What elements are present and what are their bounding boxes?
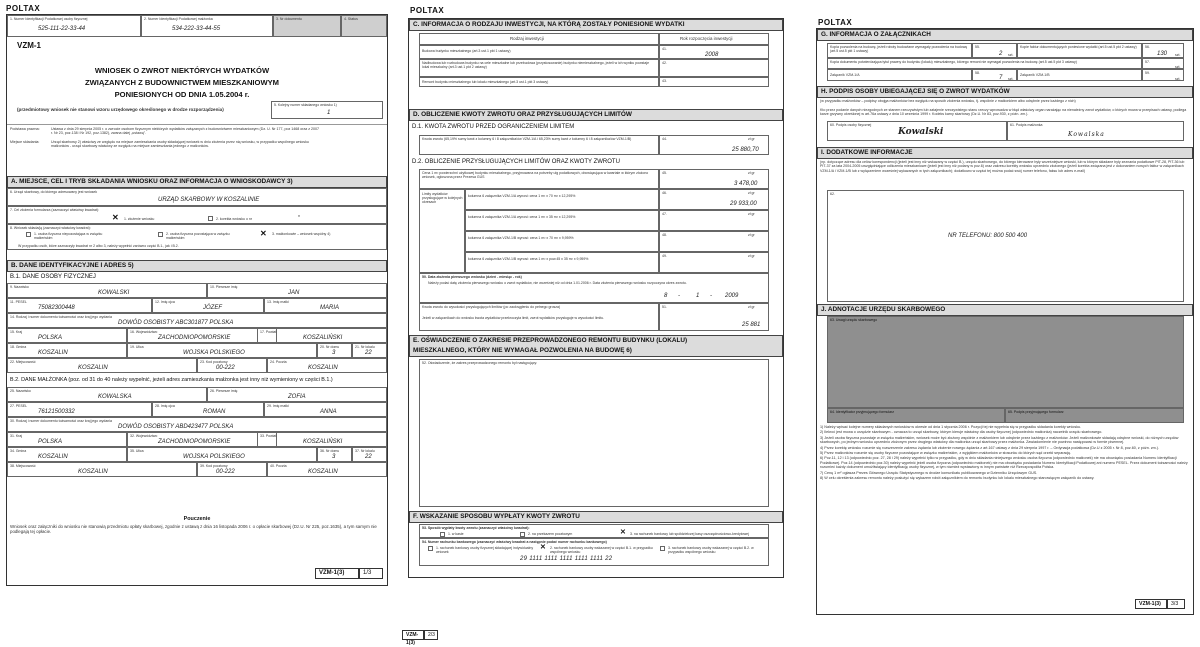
applicant-signature: Kowalski (898, 127, 944, 137)
page-1-sheet (6, 14, 388, 586)
footnote-4: 4) Przez korektę wniosku rozumie się rozszerzenie zakresu żądania lub złożenie nowego żądania z art.167 ustawy z dnia 29 sierpnia 1997 r. – Ordynacja podatkowa (Dz.U z 2005 r. Nr 8, poz.60, z późn. zm.). (820, 445, 1160, 450)
attachment-57-field[interactable]: 57. szt. (1142, 58, 1184, 69)
investment-2-year-field[interactable]: 42. (659, 59, 769, 77)
purpose-option-1-checked[interactable]: ✕ (112, 213, 119, 222)
additional-info-field[interactable]: 62. NR TELEFONU: 800 500 400 (827, 190, 1184, 302)
footer-page-number: 3/3 (1167, 599, 1185, 609)
title-line-2: ZWIĄZANYCH Z BUDOWNICTWEM MIESZKANIOWYM (84, 78, 280, 87)
additional-info-note: (np. dotyczące adresu dla celów korespondencji (jeżeli jest inny niż wskazany w części B.), urzędu skarbowego, do którego kierowane były wcześniejsze wnioski, lub w którym składane były zeznania podatkowe PIT-28, PIT-36 lub PIT-37 za lata 2004-2005 uwzględniające odliczenia mieszkaniowe (jeżeli jest inny niż podany w poz.6) oraz zakresu korekty wniosku uprzednio złożonego (jeżeli korekta związana jest z dokonaniem nowych faktur w załącznikach VZM-1/A i VZM-1/B lub z wyłączeniem wcześniej wykazanych w tych załącznikach); dodatkowo w części tej można podać swój numer telefonu, faksu lub adres e-mail) (820, 160, 1185, 173)
applicant-type-3-checked[interactable]: ✕ (260, 229, 267, 238)
p1-province-field[interactable]: 16. Województwo ZACHODNIOPOMORSKIE (127, 328, 277, 343)
p2-id-document-field[interactable]: 30. Rodzaj i numer dokumentu tożsamości oraz kraj jego wydania DOWÓD OSOBISTY ABD423477 POLSKA (7, 417, 387, 432)
section-a-header: A. MIEJSCE, CEL I TRYB SKŁADANIA WNIOSKU ORAZ INFORMACJA O WNIOSKODAWCY 3) (7, 176, 387, 188)
spouse-signature-field[interactable]: 61. Podpis małżonka Kowalska (1007, 121, 1184, 141)
form-code: VZM-1 (17, 41, 41, 50)
section-j-header: J. ADNOTACJE URZĘDU SKARBOWEGO (817, 304, 1193, 316)
footer-page-number: 1/3 (359, 568, 383, 579)
section-c-header: C. INFORMACJA O RODZAJU INWESTYCJI, NA KTÓRĄ ZOSTAŁY PONIESIONE WYDATKI (409, 19, 783, 31)
p2-province-field[interactable]: 32. Województwo ZACHODNIOPOMORSKIE (127, 432, 277, 447)
p1-commune-field[interactable]: 18. Gmina KOSZALIN (7, 343, 127, 358)
payout-postal-checkbox[interactable] (520, 532, 525, 537)
p2-commune-field[interactable]: 34. Gmina KOSZALIN (7, 447, 127, 462)
footnote-2: 2) Ilekroć jest mowa o urzędzie skarbowym - oznacza to urząd skarbowy, którym kieruje właściwy dla osoby fizycznej (odpowiednio małżonka) naczelnik urzędu skarbowego. (820, 430, 1103, 435)
p2-mother-field[interactable]: 29. Imię matki ANNA (264, 402, 387, 417)
account-type-2-checked[interactable]: ✕ (540, 544, 546, 551)
limit-49-field[interactable]: 49. zł gr (659, 252, 769, 273)
submission-place-text: Urząd skarbowy 2) właściwy ze względu na miejsce zamieszkania osoby składającej wniosek w dniu złożenia przez nią wniosku, w przypadku wspólnego wniosku małżonków - urząd skarbowy właściwy ze względu na miejsce zamieszkania jednego z małżonków. (51, 140, 309, 149)
p2-house-field[interactable]: 36. Nr domu 3 (317, 447, 352, 462)
applicant-signature-field[interactable]: 60. Podpis osoby fizycznej Kowalski (827, 121, 1007, 141)
renovation-scope-field[interactable]: 52. Oświadczenie, że zakres przeprowadzonego remontu był następujący: (419, 359, 769, 507)
poltax-brand: POLTAX (818, 18, 853, 27)
p1-city-field[interactable]: 22. Miejscowość KOSZALIN (7, 358, 197, 373)
section-d1-title: D.1. KWOTA ZWROTU PRZED OGRANICZENIEM LIMITEM (412, 124, 575, 130)
p2-street-field[interactable]: 35. Ulica WOJSKA POLSKIEGO (127, 447, 317, 462)
p1-name-field[interactable]: 10. Pierwsze imię JAN (207, 283, 387, 298)
investment-type-header: Rodzaj inwestycji (419, 33, 659, 45)
refund-amount-field[interactable]: 44. zł gr 25 880,70 (659, 135, 769, 155)
section-d-header: D. OBLICZENIE KWOTY ZWROTU ORAZ PRZYSŁUGUJĄCYCH LIMITÓW (409, 109, 783, 121)
page-2-sheet: C. INFORMACJA O RODZAJU INWESTYCJI, NA KTÓRĄ ZOSTAŁY PONIESIONE WYDATKI Rodzaj inwestycji Rok rozpoczęcia inwestycji Budowa budynku mieszkalnego (art.3 ust.1 pkt 1 ustawy) 41. 2008 Nadbudowa lub rozbudowa budynku na cele mieszkalne lub przebudowa (przystosowanie) budynku niemieszkalnego, jeżeli w ich wyniku powstaje lokal mieszkalny (art.3 ust.1 pkt 2 ustawy) 42. Remont budynku mieszkalnego lub lokalu mieszkalnego (art.3 ust.1 pkt 3 ustawy) 43. D. OBLICZENIE KWOTY ZWROTU ORAZ PRZYSŁUGUJĄCYCH LIMITÓW D.1. KWOTA ZWROTU PRZED OGRANICZENIEM LIMITEM Kwota zwrotu (65,19% sumy kwot z kolumny 6 i 8 załącznika/ów VZM-1/A i 65,23% sumy kwot z kolumny 6 i 8 załącznika/ów VZM-1/B) 44. zł gr 25 880,70 D.2. OBLICZENIE PRZYSŁUGUJĄCYCH LIMITÓW ORAZ KWOTY ZWROTU Cena 1 m² powierzchni użytkowej budynku mieszkalnego, przyjmowana na potrzeby ulg podatkowych, obowiązująca w kwartale w którym złożono wniosek, ogłoszona przez Prezesa GUS 45. zł gr 3 478,00 Limity wydatków przysługujące w kolejnych okresach kolumna 6 załącznika VZM-1/A wynosi: cena 1 m² x 70 m² x 12,295% 46. zł gr 29 933,00 kolumna 6 załącznika VZM-1/A wynosi: cena 1 m² x 35 m² x 12,295% 47. zł gr kolumna 6 załącznika VZM-1/B wynosi: cena 1 m² x 70 m² x 9,959% 48. zł gr kolumna 6 załącznika VZM-1/B wynosi: cena 1 m² x pow.45 x 35 m² x 9,959% 49. zł gr 50. Data złożenia pierwszego wniosku (dzień - miesiąc - rok) Należy podać datę złożenia pierwszego wniosku o zwrot wydatków, nie wcześniej niż od dnia 1.01.2006 r. Data złożenia pierwszego wniosku rozpoczyna okres zwrotu. 8 - 1 - 2009 Kwota zwrotu do wysokości przysługujących limitów (po zaokrągleniu do pełnego grosza) Jeżeli w załącznikach do wniosku kwota wydatków przekroczyła limit, zwrot wydatków przysługuje w wysokości limitu. 51. zł gr 25 881 E. OŚWIADCZENIE O ZAKRESIE PRZEPROWADZONEGO REMONTU BUDYNKU (LOKALU) MIESZKALNEGO, KTÓRY NIE WYMAGAŁ POZWOLENIA NA BUDOWĘ 6) 52. Oświadczenie, że zakres przeprowadzonego remontu był następujący: F. WSKAZANIE SPOSOBU WYPŁATY KWOTY ZWROTU 53. Sposób wypłaty kwoty zwrotu (zaznaczyć właściwy kwadrat): 1. w kasie 2. na przekazem pocztowym ✕ 3. na rachunek bankowy lub spółdzielczej kasy oszczędnościowo-kredytowej 54. Numer rachunku bankowego (zaznaczyć właściwy kwadrat a następnie podać numer rachunku bankowego) 1. rachunek bankowy osoby fizycznej składającej indywidualny wniosek ✕ 2. rachunek bankowy osoby wskazanej w części B.1. w przypadku wspólnego wniosku 3. rachunek bankowy osoby wskazanej w części B.2. w przypadku wspólnego wniosku 29 1111 1111 1111 1111 1111 22 (408, 18, 784, 578)
footnotes (820, 425, 1190, 480)
p1-house-field[interactable]: 20. Nr domu 3 (317, 343, 352, 358)
receiver-signature-field: 65. Podpis przyjmującego formularz (1005, 408, 1184, 423)
footer-form-code: VZM-1(3) (315, 568, 359, 579)
receiver-id-field: 64. Identyfikator przyjmującego formularz (827, 408, 1005, 423)
title-line-1: WNIOSEK O ZWROT NIEKTÓRYCH WYDATKÓW (94, 66, 270, 75)
legal-basis-text: Ustawa z dnia 29 sierpnia 2005 r. o zwrocie osobom fizycznym niektórych wydatków związanych z budownictwem mieszkaniowym (Dz. U. Nr 177, poz 1468 oraz z 2007 r. Nr 23, poz.138 i Nr 192, poz.1382), zwana dalej „ustawą”. (51, 127, 320, 136)
investment-3-year-field[interactable]: 43. (659, 77, 769, 87)
section-d2-title: D.2. OBLICZENIE PRZYSŁUGUJĄCYCH LIMITÓW ORAZ KWOTY ZWROTU (412, 159, 620, 165)
section-g-header: G. INFORMACJA O ZAŁĄCZNIKACH (817, 29, 1193, 41)
footer-form-code: VZM-1(3) (402, 630, 424, 640)
p1-pesel-field[interactable]: 11. PESEL 75082300448 (7, 298, 152, 313)
investment-1-year-field[interactable]: 41. 2008 (659, 45, 769, 59)
section-i-header: I. DODATKOWE INFORMACJE (817, 147, 1193, 159)
limit-46-field[interactable]: 46. zł gr 29 933,00 (659, 189, 769, 210)
poltax-brand: POLTAX (410, 6, 445, 15)
title-line-3: PONIESIONYCH OD DNIA 1.05.2004 r. (114, 90, 250, 99)
page-3-sheet: G. INFORMACJA O ZAŁĄCZNIKACH Kopia pozwolenia na budowę, jeżeli roboty budowlane wymagały pozwolenia na budowę (art.5 ust.5 pkt 1 ustawy) 55. 2 szt. Kopie faktur dokumentujących poniesione wydatki (art.5 ust.5 pkt 2 ustawy) 56. 130 szt. Kopia dokumentu potwierdzająca tytuł prawny do budynku (lokalu) mieszkalnego, którego remont nie wymagał pozwolenia na budowę (art.5 ust.5 pkt 3 ustawy) 57. szt. Załącznik VZM-1/A 58. 7 szt. Załącznik VZM-1/B 59. szt. H. PODPIS OSOBY UBIEGAJĄCEJ SIĘ O ZWROT WYDATKÓW (w przypadku małżonków – podpisy obojga małżonków bez względu na sposób złożenia wniosku, tj. wspólnie z małżonkiem albo odrębnie przez każdego z nich) Kto przez podanie danych niezgodnych ze stanem rzeczywistym lub zatajenie rzeczywistego stanu rzeczy wprowadza w błąd właściwy organ narażając na nienależny zwrot wydatków, o których mowa w przepisach ustawy, podlega karze grzywny określonej w art.76a ustawy z dnia 10 września 1999 r. Kodeks karny skarbowy (Dz.U. Nr 83, poz.930, z późn. zm.). 60. Podpis osoby fizycznej Kowalski 61. Podpis małżonka Kowalska I. DODATKOWE INFORMACJE (np. dotyczące adresu dla celów korespondencji (jeżeli jest inny niż wskazany w części B.), urzędu skarbowego, do którego kierowane były wcześniejsze wnioski, lub w którym składane były zeznania podatkowe PIT-28, PIT-36 lub PIT-37 za lata 2004-2005 uwzględniające odliczenia mieszkaniowe (jeżeli jest inny niż podany w poz.6) oraz zakresu korekty wniosku uprzednio złożonego (jeżeli korekta związana jest z dokonaniem nowych faktur w załącznikach VZM-1/A i VZM-1/B lub z wyłączeniem wcześniej wykazanych w tych załącznikach); dodatkowo w części tej można podać swój numer telefonu, faksu lub adres e-mail) 62. NR TELEFONU: 800 500 400 J. ADNOTACJE URZĘDU SKARBOWEGO 63. Uwagi urzędu skarbowego 64. Identyfikator przyjmującego formularz 65. Podpis przyjmującego formularz 1) Należy wpisać kolejne numery składanych wniosków w okresie od dnia 1 stycznia 2006 r. Pozycji tej nie wypełnia się w przypadku składania korekty wniosku. 2) Ilekroć jest mowa o urzędzie skarbowym - oznacza to urząd skarbowy, którym kieruje właściwy dla osoby fizycznej (odpowiednio małżonka) naczelnik urzędu skarbowego. 3) Jeżeli osoba fizyczna pozostaje w związku małżeńskim, wniosek może być złożony wspólnie z małżonkiem lub odrębnie przez każdego z małżonków. Jeżeli małżonkowie składają odrębne wnioski, do różnych urzędów skarbowych, po jednym wniosku uprzednio złożonym przez drugiego właściwy dla małżonka urząd skarbowy przez małżonka. Zawiadomienie nie powinno następować w formie pisemnej. 4) Przez korektę wniosku rozumie się rozszerzenie zakresu żądania lub złożenie nowego żądania z art.167 ustawy z dnia 29 sierpnia 1997 r. – Ordynacja podatkowa (Dz.U z 2005 r. Nr 8, poz.60, z późn. zm.). 5) Przez małżonków rozumie się osoby fizyczne pozostające w związku małżeńskim, z wyjątkiem małżonków w stosunku do których sąd orzekł separację. 6) Poz.11, 12 i 13 (odpowiednio poz. 27, 28 i 29) należy wypełnić tylko w przypadku, gdy w dniu składania niniejszego wniosku osoba fizyczna (odpowiednio małżonek) nie ma obowiązku posiadania Numeru Identyfikacji Podatkowej. Poz.14 (odpowiednio poz.30) należy wypełnić jeżeli osoba fizyczna (odpowiednio małżonek) nie ma obowiązku posiadania Numeru Identyfikacji Podatkowej ani numeru PESEL. Przez dokument tożsamości należy rozumieć każdy dokument umożliwiający identyfikację osoby fizycznej, w tym również wystawiony w innym państwie niż Rzeczpospolita Polska. 7) Cenę 1 m² ogłasza Prezes Głównego Urzędu Statystycznego w drodze komunikatu publikowanego w Dzienniku Urzędowym GUS. 8) W celu określenia zakresu remontu należy posłużyć się wykazem robót załącznikiem do remontu budynku lub lokalu mieszkalnego stanowiącym załącznik do ustawy. VZM-1(3) 3/3 (816, 28, 1194, 615)
p1-district-field[interactable]: 17. Powiat KOSZALIŃSKI (257, 328, 387, 343)
footnote-1: 1) Należy wpisać kolejne numery składanych wniosków w okresie od dnia 1 stycznia 2006 r. Pozycji tej nie wypełnia się w przypadku składania korekty wniosku. (820, 425, 1082, 429)
notice-title: Pouczenie (183, 516, 211, 522)
footnote-5: 5) Przez małżonków rozumie się osoby fizyczne pozostające w związku małżeńskim, z wyjątkiem małżonków w stosunku do których sąd orzekł separację. (820, 451, 1072, 456)
form-purpose-field: 7. Cel złożenia formularza (zaznaczyć właściwy kwadrat): ✕ 1. złożenie wniosku 2. korekta wniosku o nr * (7, 206, 387, 224)
bank-account-field[interactable]: 54. Numer rachunku bankowego (zaznaczyć właściwy kwadrat a następnie podać numer rachunku bankowego) 1. rachunek bankowy osoby fizycznej składającej indywidualny wniosek ✕ 2. rachunek bankowy osoby wskazanej w części B.1. w przypadku wspólnego wniosku 3. rachunek bankowy osoby wskazanej w części B.2. w przypadku wspólnego wniosku 29 1111 1111 1111 1111 1111 22 (419, 538, 769, 566)
footnote-7: 7) Cenę 1 m² ogłasza Prezes Głównego Urzędu Statystycznego w drodze komunikatu publikowanego w Dzienniku Urzędowym GUS. (820, 470, 1038, 475)
form-subtitle: (przedmiotowy wniosek nie stanowi wzoru urzędowego określonego w drodze rozporządzenia) (17, 107, 224, 112)
section-b-header: B. DANE IDENTYFIKACYJNE I ADRES 5) (7, 260, 387, 272)
legal-basis-label: Podstawa prawna: (10, 127, 40, 131)
submission-place-label: Miejsce składania: (10, 140, 40, 144)
p1-post-field[interactable]: 24. Poczta KOSZALIN (267, 358, 387, 373)
p2-post-field[interactable]: 40. Poczta KOSZALIN (267, 462, 387, 477)
penalty-warning: Kto przez podanie danych niezgodnych ze stanem rzeczywistym lub zatajenie rzeczywistego stanu rzeczy wprowadza w błąd właściwy organ narażając na nienależny zwrot wydatków, o których mowa w przepisach ustawy, podlega karze grzywny określonej w art.76a ustawy z dnia 10 września 1999 r. Kodeks karny skarbowy (Dz.U. Nr 83, poz.930, z późn. zm.). (820, 108, 1187, 117)
p1-country-field[interactable]: 15. Kraj POLSKA (7, 328, 127, 343)
payout-bank-checked[interactable]: ✕ (620, 529, 626, 536)
footnote-8: 8) W celu określenia zakresu remontu należy posłużyć się wykazem robót załącznikiem do remontu budynku lub lokalu mieszkalnego stanowiącym załącznik do ustawy. (820, 476, 1095, 481)
price-per-m2-field[interactable]: 45. zł gr 3 478,00 (659, 169, 769, 189)
p2-name-field[interactable]: 26. Pierwsze imię ZOFIA (207, 387, 387, 402)
form-page-2 (402, 0, 788, 644)
spouse-signature: Kowalska (1068, 131, 1105, 138)
form-page-1 (0, 0, 392, 644)
tax-office-notes-field: 63. Uwagi urzędu skarbowego (827, 316, 1184, 408)
tax-office-field[interactable]: 6. Urząd skarbowy, do którego adresowany jest wniosek URZĄD SKARBOWY W KOSZALINIE (7, 188, 387, 206)
p2-postcode-field[interactable]: 39. Kod pocztowy 00-222 (197, 462, 267, 477)
p1-id-document-field[interactable]: 14. Rodzaj i numer dokumentu tożsamości oraz kraj jego wydania DOWÓD OSOBISTY ABC301877 POLSKA (7, 313, 387, 328)
signature-note: (w przypadku małżonków – podpisy obojga małżonków bez względu na sposób złożenia wniosku, tj. wspólnie z małżonkiem albo odrębnie przez każdego z nich) (820, 99, 1076, 103)
attachment-59-field[interactable]: 59. szt. (1142, 69, 1184, 81)
nip-spouse-field[interactable]: 2. Numer Identyfikacji Podatkowej małżonka 534-222-33-44-55 (141, 15, 273, 37)
doc-number-field: 3. Nr dokumentu (273, 15, 341, 37)
account-type-3-checkbox[interactable] (660, 546, 665, 551)
p2-district-field[interactable]: 33. Powiat KOSZALIŃSKI (257, 432, 387, 447)
p2-city-field[interactable]: 38. Miejscowość KOSZALIN (7, 462, 197, 477)
section-e-header: E. OŚWIADCZENIE O ZAKRESIE PRZEPROWADZONEGO REMONTU BUDYNKU (LOKALU) MIESZKALNEGO, KTÓRY NIE WYMAGAŁ POZWOLENIA NA BUDOWĘ 6) (409, 335, 783, 357)
p2-father-field[interactable]: 28. Imię ojca ROMAN (152, 402, 264, 417)
p1-street-field[interactable]: 19. Ulica WOJSKA POLSKIEGO (127, 343, 317, 358)
notice-text: Wniosek oraz załączniki do wniosku nie stanowią przedmiotu opłaty skarbowej, zgodnie z ustawą z dnia 16 listopada 2006 r. o opłacie skarbowej (Dz.U. Nr 225, poz.1635), a tym samym nie podlegają tej opłacie. (10, 524, 377, 535)
p1-surname-field[interactable]: 9. Nazwisko KOWALSKI (7, 283, 207, 298)
p2-pesel-field[interactable]: 27. PESEL 76121500332 (7, 402, 152, 417)
form-page-3 (808, 0, 1200, 644)
p2-flat-field[interactable]: 37. Nr lokalu 22 (352, 447, 387, 462)
p1-father-field[interactable]: 12. Imię ojca JÓZEF (152, 298, 264, 313)
p1-mother-field[interactable]: 13. Imię matki MARIA (264, 298, 387, 313)
nip-field[interactable]: 1. Numer Identyfikacji Podatkowej osoby fizycznej 525-111-22-33-44 (7, 15, 141, 37)
applicant-type-1-checkbox[interactable] (26, 232, 31, 237)
footer-form-code: VZM-1(3) (1135, 599, 1167, 609)
attachment-58-field[interactable]: 58. 7 szt. (972, 69, 1017, 81)
p1-flat-field[interactable]: 21. Nr lokalu 22 (352, 343, 387, 358)
footnote-3: 3) Jeżeli osoba fizyczna pozostaje w związku małżeńskim, wniosek może być złożony wspólnie z małżonkiem lub odrębnie przez każdego z małżonków. Jeżeli małżonkowie składają odrębne wnioski, do różnych urzędów skarbowych, po jednym wniosku uprzednio złożonym przez drugiego właściwy dla małżonka urząd skarbowy przez małżonka. Zawiadomienie nie powinno następować w formie pisemnej. (820, 435, 1179, 445)
investment-year-header: Rok rozpoczęcia inwestycji (659, 33, 769, 45)
sequence-number-field[interactable]: 5. Kolejny numer składanego wniosku 1) 1 (271, 101, 383, 119)
payout-method-field: 53. Sposób wypłaty kwoty zwrotu (zaznaczyć właściwy kwadrat): 1. w kasie 2. na przekazem pocztowym ✕ 3. na rachunek bankowy lub spółdzielczej kasy oszczędnościowo-kredytowej (419, 524, 769, 538)
purpose-option-2-checkbox[interactable] (208, 216, 213, 221)
first-application-date-field[interactable]: 50. Data złożenia pierwszego wniosku (dzień - miesiąc - rok) Należy podać datę złożenia pierwszego wniosku o zwrot wydatków, nie wcześniej niż od dnia 1.01.2006 r. Data złożenia pierwszego wniosku rozpoczyna okres zwrotu. 8 - 1 - 2009 (419, 273, 769, 303)
poltax-brand: POLTAX (6, 4, 41, 13)
section-b2-title: B.2. DANE MAŁŻONKA (poz. od 31 do 40 należy wypełnić, jeżeli adres zamieszkania małżonka jest inny niż wymieniony w części B.1.) (10, 377, 333, 383)
attachment-55-field[interactable]: 55. 2 szt. (972, 43, 1017, 58)
applicant-type-field: 8. Wniosek składa/ją (zaznaczyć właściwy kwadrat): 1. osoba fizyczna niepozostająca w związku małżeńskim 2. osoba fizyczna pozostająca w związku małżeńskim ✕ 3. małżonkowie – wniosek wspólny 4) W przypadku osób, które zaznaczyły kwadrat nr 2 albo 3, należy wypełnić zarówno część B.1., jak i B.2. (7, 224, 387, 250)
section-h-header: H. PODPIS OSOBY UBIEGAJĄCEJ SIĘ O ZWROT WYDATKÓW (817, 86, 1193, 98)
applicant-type-2-checkbox[interactable] (158, 232, 163, 237)
p1-postcode-field[interactable]: 23. Kod pocztowy 00-222 (197, 358, 267, 373)
final-refund-field[interactable]: 51. zł gr 25 881 (659, 303, 769, 331)
payout-cash-checkbox[interactable] (440, 532, 445, 537)
p2-surname-field[interactable]: 25. Nazwisko KOWALSKA (7, 387, 207, 402)
status-field: 4. Status (341, 15, 387, 37)
footer-page-number: 2/3 (424, 630, 438, 640)
limit-47-field[interactable]: 47. zł gr (659, 210, 769, 231)
limit-48-field[interactable]: 48. zł gr (659, 231, 769, 252)
section-f-header: F. WSKAZANIE SPOSOBU WYPŁATY KWOTY ZWROTU (409, 511, 783, 523)
p2-country-field[interactable]: 31. Kraj POLSKA (7, 432, 127, 447)
section-b1-title: B.1. DANE OSOBY FIZYCZNEJ (10, 274, 96, 280)
account-type-1-checkbox[interactable] (428, 546, 433, 551)
footnote-6: 6) Poz.11, 12 i 13 (odpowiednio poz. 27, 28 i 29) należy wypełnić tylko w przypadku, gdy w dniu składania niniejszego wniosku osoba fizyczna (odpowiednio małżonek) nie ma obowiązku posiadania Numeru Identyfikacji Podatkowej. Poz.14 (odpowiednio poz.30) należy wypełnić jeżeli osoba fizyczna (odpowiednio małżonek) nie ma obowiązku posiadania Numeru Identyfikacji Podatkowej ani numeru PESEL. Przez dokument tożsamości należy rozumieć każdy dokument umożliwiający identyfikację osoby fizycznej, w tym również wystawiony w innym państwie niż Rzeczpospolita Polska. (820, 456, 1188, 470)
attachment-56-field[interactable]: 56. 130 szt. (1142, 43, 1184, 58)
